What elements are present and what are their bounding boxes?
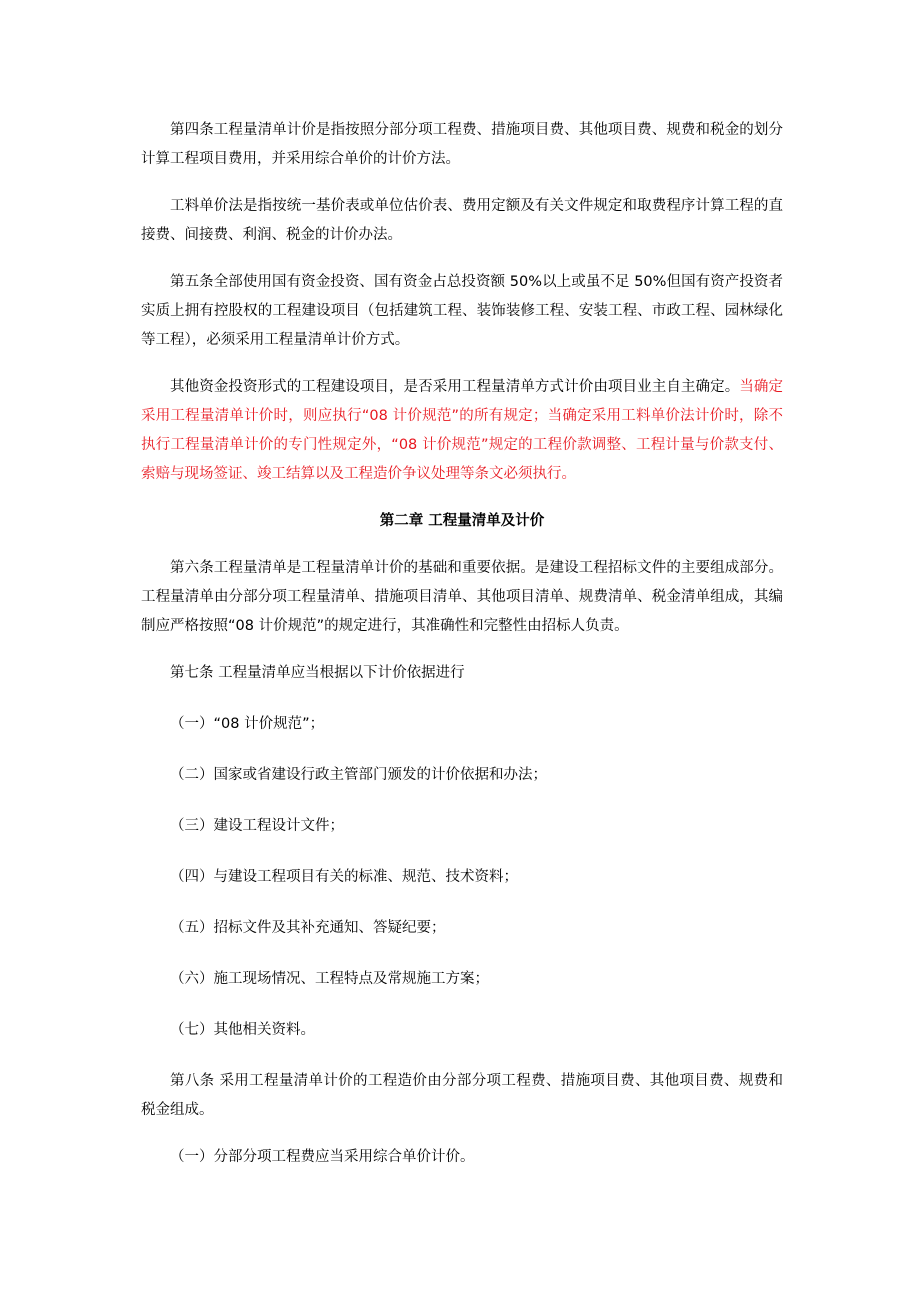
article-8: 第八条 采用工程量清单计价的工程造价由分部分项工程费、措施项目费、其他项目费、规费和税金组成。: [141, 1073, 783, 1118]
article-6: 第六条工程量清单是工程量清单计价的基础和重要依据。是建设工程招标文件的主要组成部分。工程量清单由分部分项工程量清单、措施项目清单、其他项目清单、规费清单、税金清单组成，其编制应严格按照“08 计价规范”的规定进行，其准确性和完整性由招标人负责。: [141, 560, 783, 634]
article-7-item: （一）“08 计价规范”；: [170, 716, 325, 732]
document-page: [141, 116, 783, 1194]
article-7-item: （三）建设工程设计文件；: [170, 818, 344, 834]
other-investment-text: 其他资金投资形式的工程建设项目，是否采用工程量清单方式计价由项目业主自主确定。: [170, 379, 740, 395]
article-7-item: （六）施工现场情况、工程特点及常规施工方案；: [170, 971, 489, 987]
unit-price-method-definition: 工料单价法是指按统一基价表或单位估价表、费用定额及有关文件规定和取费程序计算工程的直接费、间接费、利润、税金的计价办法。: [141, 198, 783, 243]
article-7-item: （七）其他相关资料。: [170, 1022, 315, 1038]
article-7: 第七条 工程量清单应当根据以下计价依据进行: [170, 665, 465, 681]
other-investment-red-text: 当确定采用工程量清单计价时，则应执行“08 计价规范”的所有规定；当确定采用工料单价法计价时，除不执行工程量清单计价的专门性规定外，“08 计价规范”规定的工程价款调整、工程计量与价款支付、索赔与现场签证、竣工结算以及工程造价争议处理等条文必须执行。: [141, 379, 784, 482]
article-4: 第四条工程量清单计价是指按照分部分项工程费、措施项目费、其他项目费、规费和税金的划分计算工程项目费用，并采用综合单价的计价方法。: [141, 122, 783, 167]
article-8-item: （一）分部分项工程费应当采用综合单价计价。: [170, 1149, 475, 1165]
chapter-2-title: 第二章 工程量清单及计价: [379, 513, 545, 529]
article-7-item: （五）招标文件及其补充通知、答疑纪要；: [170, 920, 446, 936]
other-investment-paragraph: [141, 373, 783, 489]
article-7-item: （四）与建设工程项目有关的标准、规范、技术资料；: [170, 869, 518, 885]
article-5: 第五条全部使用国有资金投资、国有资金占总投资额 50%以上或虽不足 50%但国有资产投资者实质上拥有控股权的工程建设项目（包括建筑工程、装饰装修工程、安装工程、市政工程、园林绿化等工程），必须采用工程量清单计价方式。: [141, 274, 783, 348]
article-7-item: （二）国家或省建设行政主管部门颁发的计价依据和办法；: [170, 767, 547, 783]
